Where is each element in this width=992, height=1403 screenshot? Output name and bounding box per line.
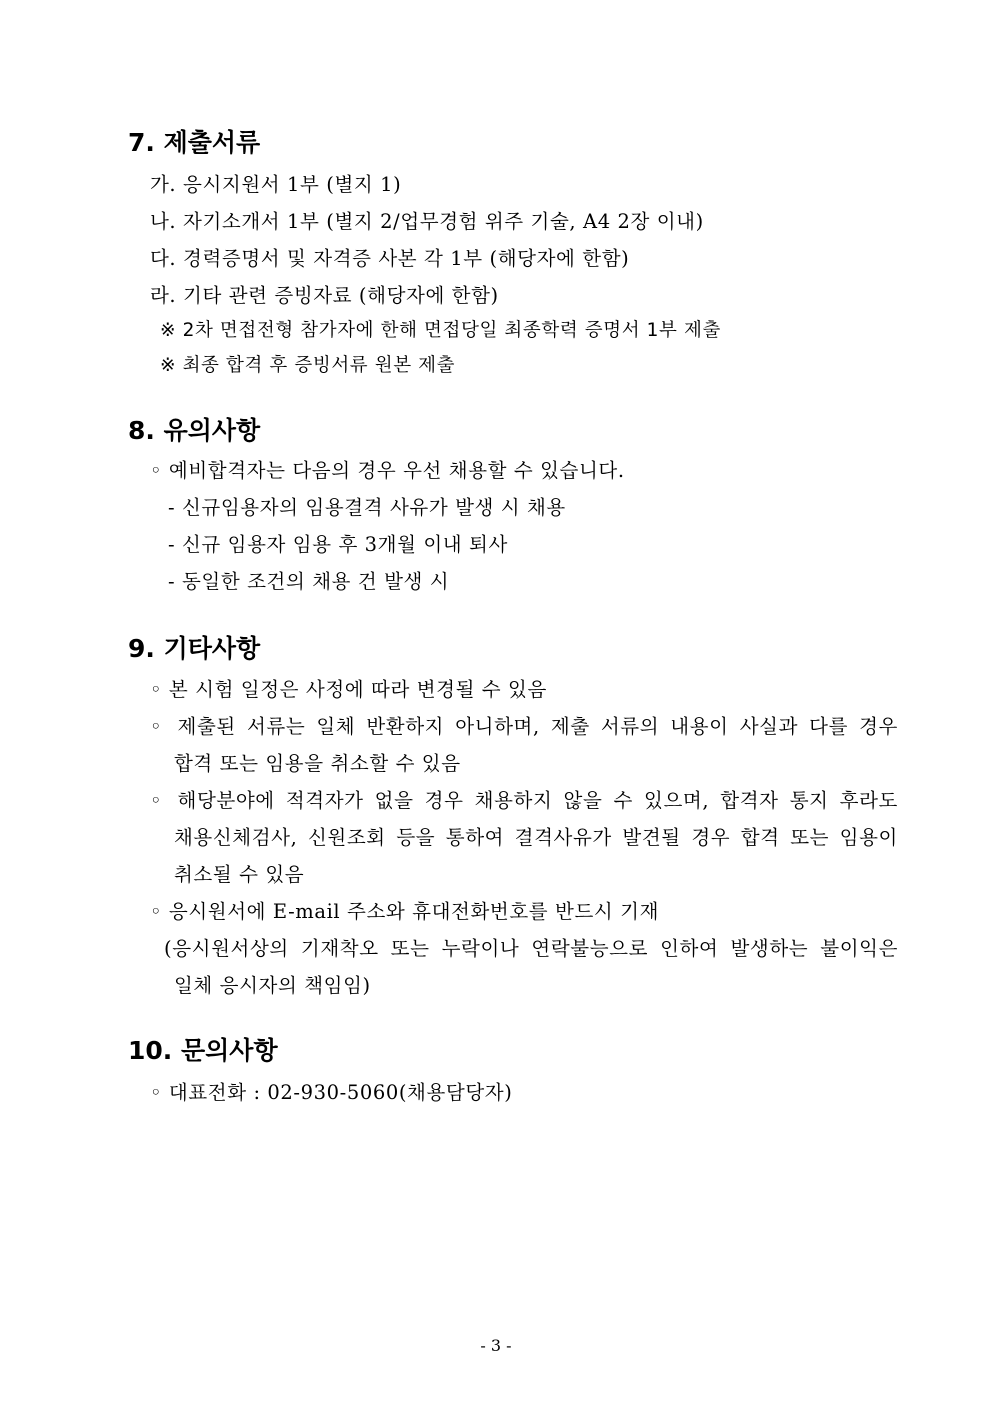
page-number: - 3 - — [480, 1336, 512, 1355]
section-heading-documents: 7. 제출서류 — [128, 128, 261, 157]
other-item: ◦ 본 시험 일정은 사정에 따라 변경될 수 있음 — [150, 678, 547, 701]
document-note: ※ 2차 면접전형 참가자에 한해 면접당일 최종학력 증명서 1부 제출 — [160, 320, 721, 341]
other-item-continuation: 취소될 수 있음 — [174, 863, 305, 886]
caution-item: - 신규임용자의 임용결격 사유가 발생 시 채용 — [168, 496, 566, 519]
other-item-continuation: (응시원서상의 기재착오 또는 누락이나 연락불능으로 인하여 발생하는 불이익은 — [164, 937, 898, 960]
other-item: ◦ 응시원서에 E-mail 주소와 휴대전화번호를 반드시 기재 — [150, 900, 660, 923]
other-item-continuation: 채용신체검사, 신원조회 등을 통하여 결격사유가 발견될 경우 합격 또는 임용이 — [174, 826, 898, 849]
document-note: ※ 최종 합격 후 증빙서류 원본 제출 — [160, 355, 456, 376]
other-item-continuation: 일체 응시자의 책임임) — [174, 974, 371, 997]
caution-item: - 신규 임용자 임용 후 3개월 이내 퇴사 — [168, 533, 508, 556]
document-item: 라. 기타 관련 증빙자료 (해당자에 한함) — [150, 284, 499, 307]
other-item: ◦ 제출된 서류는 일체 반환하지 아니하며, 제출 서류의 내용이 사실과 다를 경우 — [150, 715, 898, 738]
document-item: 다. 경력증명서 및 자격증 사본 각 1부 (해당자에 한함) — [150, 247, 630, 270]
section-heading-cautions: 8. 유의사항 — [128, 416, 261, 445]
section-heading-inquiries: 10. 문의사항 — [128, 1036, 278, 1065]
document-item: 가. 응시지원서 1부 (별지 1) — [150, 173, 402, 196]
caution-item: - 동일한 조건의 채용 건 발생 시 — [168, 570, 450, 593]
inquiry-phone: ◦ 대표전화 : 02-930-5060(채용담당자) — [150, 1081, 513, 1104]
document-item: 나. 자기소개서 1부 (별지 2/업무경험 위주 기술, A4 2장 이내) — [150, 210, 704, 233]
other-item: ◦ 해당분야에 적격자가 없을 경우 채용하지 않을 수 있으며, 합격자 통지 후라도 — [150, 789, 898, 812]
section-heading-others: 9. 기타사항 — [128, 634, 261, 663]
caution-intro: ◦ 예비합격자는 다음의 경우 우선 채용할 수 있습니다. — [150, 459, 625, 482]
other-item-continuation: 합격 또는 임용을 취소할 수 있음 — [174, 752, 461, 775]
